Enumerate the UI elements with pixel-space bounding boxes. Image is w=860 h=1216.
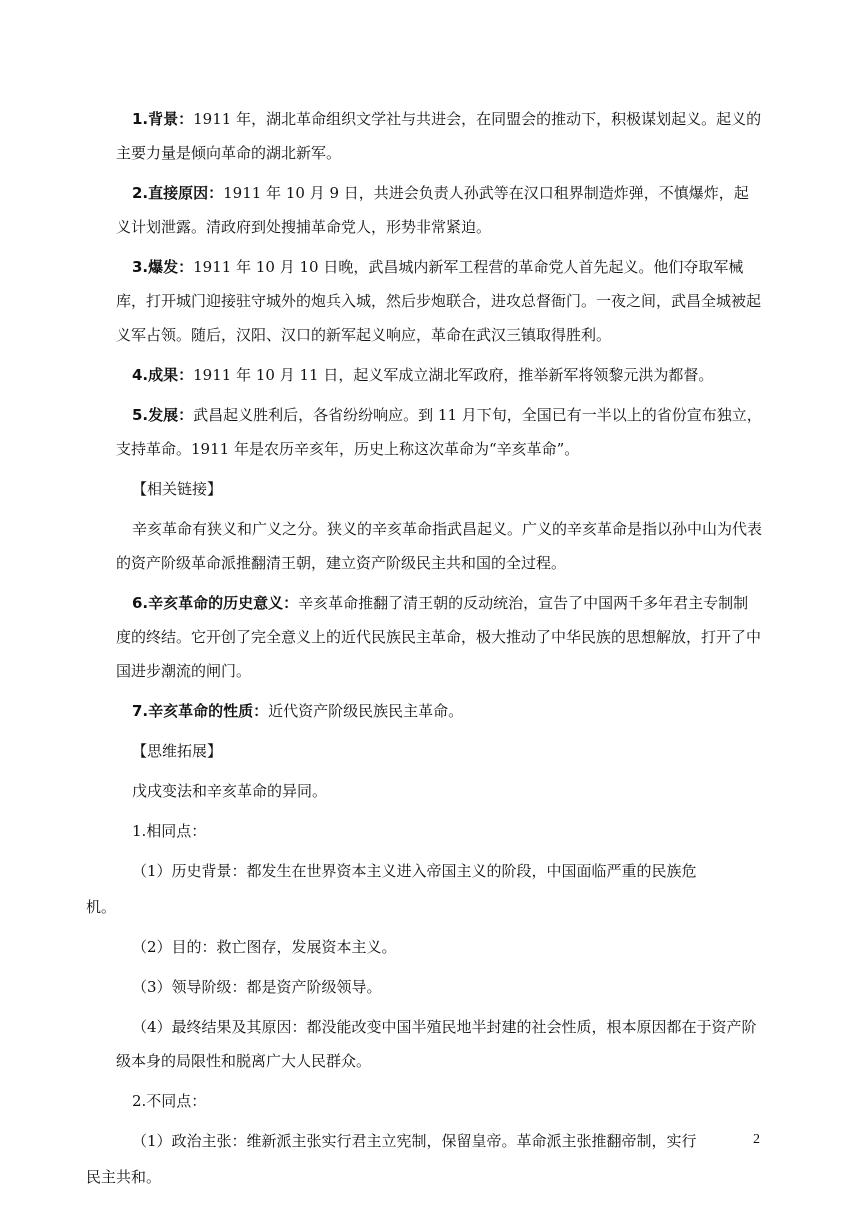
- similarity-1-line2: 机。: [86, 898, 117, 916]
- label-outbreak: 3.爆发：: [132, 258, 194, 276]
- text-outbreak: 1911 年 10 月 10 日晚，武昌城内新军工程营的革命党人首先起义。他们夺取军械库，打开城门迎接驻守城外的炮兵入城，然后步炮联合，进攻总督衙门。一夜之间，武昌全城被起义军占领。随后，汉阳、汉口的新军起义响应，革命在武汉三镇取得胜利。: [116, 258, 762, 344]
- page-number: 2: [753, 1132, 760, 1147]
- differences-heading: 2.不同点：: [132, 1092, 207, 1110]
- related-link-heading: 【相关链接】: [132, 480, 223, 498]
- label-result: 4.成果：: [132, 366, 194, 384]
- similarity-2: （2）目的：救亡图存，发展资本主义。: [132, 938, 397, 956]
- similarity-1-line1: （1）历史背景：都发生在世界资本主义进入帝国主义的阶段，中国面临严重的民族危: [132, 862, 697, 880]
- similarities-heading: 1.相同点：: [132, 822, 207, 840]
- text-significance: 辛亥革命推翻了清王朝的反动统治，宣告了中国两千多年君主专制制度的终结。它开创了完全意义上的近代民族民主革命，极大推动了中华民族的思想解放，打开了中国进步潮流的闸门。: [116, 594, 762, 680]
- document-body: [86, 102, 763, 1200]
- text-nature: 近代资产阶级民族民主革命。: [268, 702, 464, 720]
- text-result: 1911 年 10 月 11 日，起义军成立湖北军政府，推举新军将领黎元洪为都督。: [193, 366, 714, 384]
- label-background: 1.背景：: [132, 110, 194, 128]
- paragraph-result: [116, 358, 762, 392]
- difference-1-line1: （1）政治主张：维新派主张实行君主立宪制，保留皇帝。革命派主张推翻帝制，实行: [132, 1132, 697, 1150]
- label-direct-cause: 2.直接原因：: [132, 184, 224, 202]
- similarity-3: （3）领导阶级：都是资产阶级领导。: [132, 978, 382, 996]
- similarity-4: （4）最终结果及其原因：都没能改变中国半殖民地半封建的社会性质，根本原因都在于资产阶级本身的局限性和脱离广大人民群众。: [116, 1018, 757, 1070]
- paragraph-background: [116, 102, 762, 170]
- paragraph-direct-cause: [116, 176, 762, 244]
- difference-1-line2: 民主共和。: [86, 1168, 162, 1186]
- paragraph-significance: [116, 586, 762, 688]
- related-link-text: 辛亥革命有狭义和广义之分。狭义的辛亥革命指武昌起义。广义的辛亥革命是指以孙中山为代表的资产阶级革命派推翻清王朝，建立资产阶级民主共和国的全过程。: [116, 520, 763, 572]
- text-background: 1911 年，湖北革命组织文学社与共进会，在同盟会的推动下，积极谋划起义。起义的主要力量是倾向革命的湖北新军。: [116, 110, 762, 162]
- text-development: 武昌起义胜利后，各省纷纷响应。到 11 月下旬，全国已有一半以上的省份宣布独立，支持革命。1911 年是农历辛亥年，历史上称这次革命为“辛亥革命”。: [116, 406, 762, 458]
- paragraph-nature: [116, 694, 762, 728]
- text-direct-cause: 1911 年 10 月 9 日，共进会负责人孙武等在汉口租界制造炸弹，不慎爆炸，起义计划泄露。清政府到处搜捕革命党人，形势非常紧迫。: [116, 184, 749, 236]
- paragraph-development: [116, 398, 762, 466]
- label-nature: 7.辛亥革命的性质：: [132, 702, 269, 720]
- thinking-expansion-heading: 【思维拓展】: [132, 742, 223, 760]
- label-development: 5.发展：: [132, 406, 194, 424]
- label-significance: 6.辛亥革命的历史意义：: [132, 594, 299, 612]
- paragraph-outbreak: [116, 250, 762, 352]
- expansion-intro: 戊戌变法和辛亥革命的异同。: [132, 782, 328, 800]
